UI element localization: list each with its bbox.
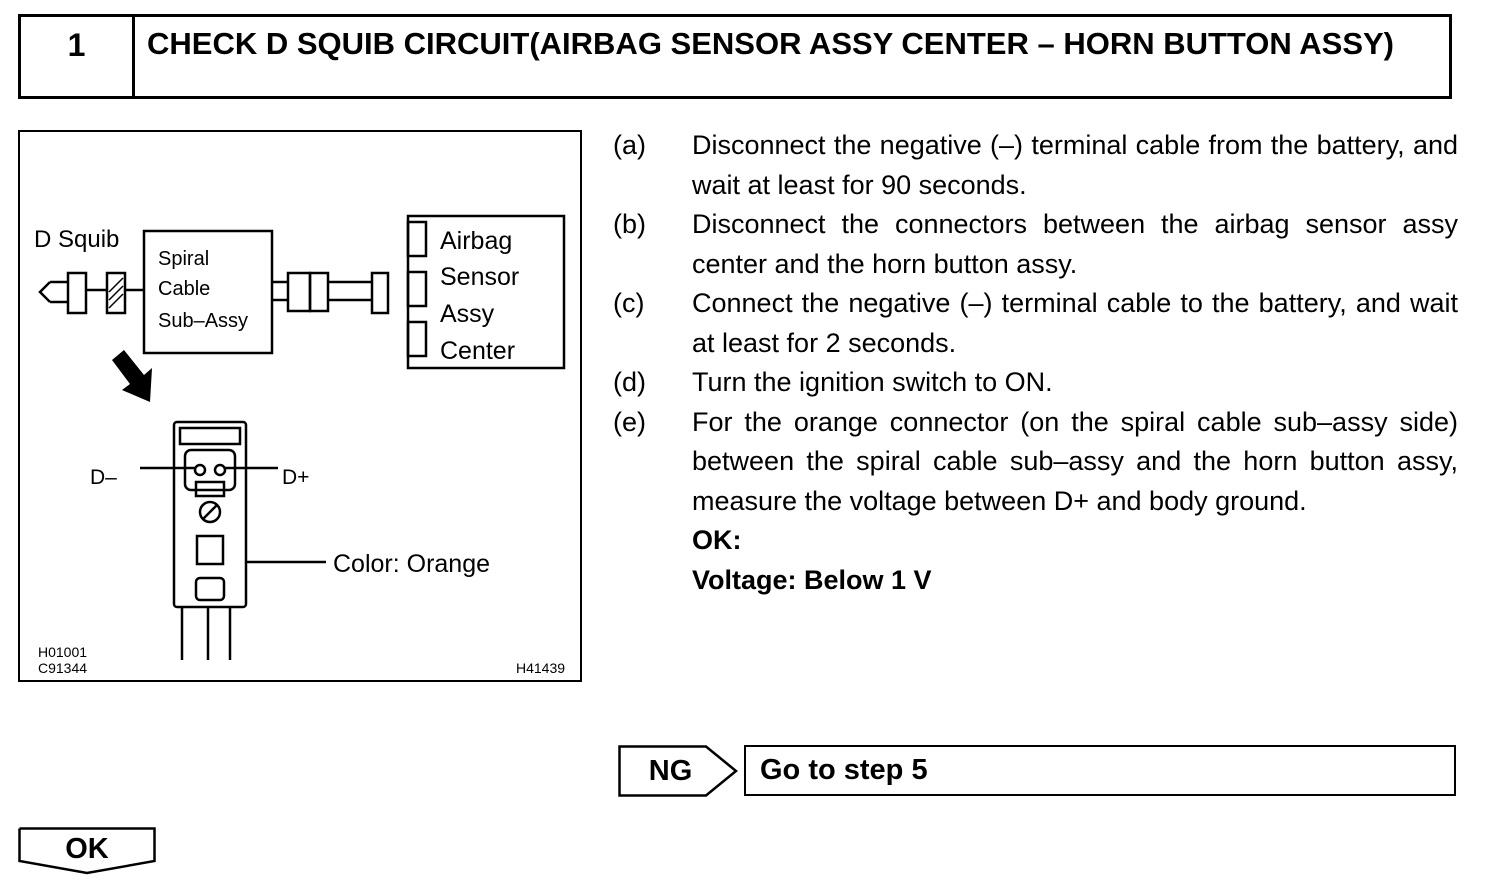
spiral-label-2: Cable — [158, 278, 211, 300]
airbag-label-2: Sensor — [440, 263, 520, 291]
step-header — [18, 14, 1452, 99]
procedure-steps — [613, 126, 1458, 600]
airbag-label-3: Assy — [440, 300, 495, 328]
d-squib-label: D Squib — [34, 226, 120, 253]
spiral-label-1: Spiral — [158, 248, 210, 270]
figure-code-1: H01001 — [38, 644, 88, 660]
figure-code-2: C91344 — [38, 660, 88, 676]
step-letter: (e) — [613, 406, 646, 437]
step-e — [613, 403, 1458, 522]
step-text: Turn the ignition switch to ON. — [692, 367, 1053, 397]
d-plus-label: D+ — [282, 466, 310, 489]
ok-result-tag — [18, 827, 156, 875]
spec-ok-label: OK: — [692, 525, 742, 555]
step-number: 1 — [21, 17, 135, 96]
ng-action: Go to step 5 — [744, 745, 1456, 796]
color-label: Color: Orange — [333, 550, 491, 578]
circuit-figure — [18, 130, 582, 682]
step-text: Disconnect the connectors between the airbag sensor assy center and the horn button assy. — [692, 209, 1458, 279]
airbag-label-4: Center — [440, 337, 516, 365]
step-text: Connect the negative (–) terminal cable to the battery, and wait at least for 2 seconds. — [692, 288, 1458, 358]
step-text: Disconnect the negative (–) terminal cable from the battery, and wait at least for 90 seconds. — [692, 130, 1458, 200]
sensor-plug — [372, 273, 388, 313]
step-b — [613, 205, 1458, 284]
squib-tip — [40, 282, 50, 302]
step-title: CHECK D SQUIB CIRCUIT(AIRBAG SENSOR ASSY CENTER – HORN BUTTON ASSY) — [147, 26, 1394, 61]
spec-voltage: Voltage: Below 1 V — [692, 564, 932, 595]
step-c — [613, 284, 1458, 363]
ng-result-tag — [618, 745, 738, 797]
step-text: For the orange connector (on the spiral cable sub–assy side) between the spiral cable sub–assy and the horn button assy, measure the voltage between D+ and body ground. — [692, 406, 1458, 516]
d-minus-label: D– — [90, 466, 117, 489]
step-letter: (b) — [613, 209, 646, 239]
step-a — [613, 126, 1458, 205]
airbag-label-1: Airbag — [440, 227, 513, 255]
circuit-diagram — [20, 132, 584, 684]
figure-code-3: H41439 — [516, 660, 566, 676]
step-letter: (c) — [613, 288, 645, 318]
spec-voltage-row — [613, 561, 1458, 601]
ok-label: OK — [65, 832, 109, 865]
ng-label: NG — [648, 754, 693, 787]
spec-ok-row — [613, 521, 1458, 561]
step-letter: (a) — [613, 130, 646, 160]
step-letter: (d) — [613, 367, 646, 397]
squib-plug — [68, 273, 86, 313]
down-arrow-icon — [112, 350, 152, 402]
spiral-label-3: Sub–Assy — [158, 310, 249, 332]
step-d — [613, 363, 1458, 403]
